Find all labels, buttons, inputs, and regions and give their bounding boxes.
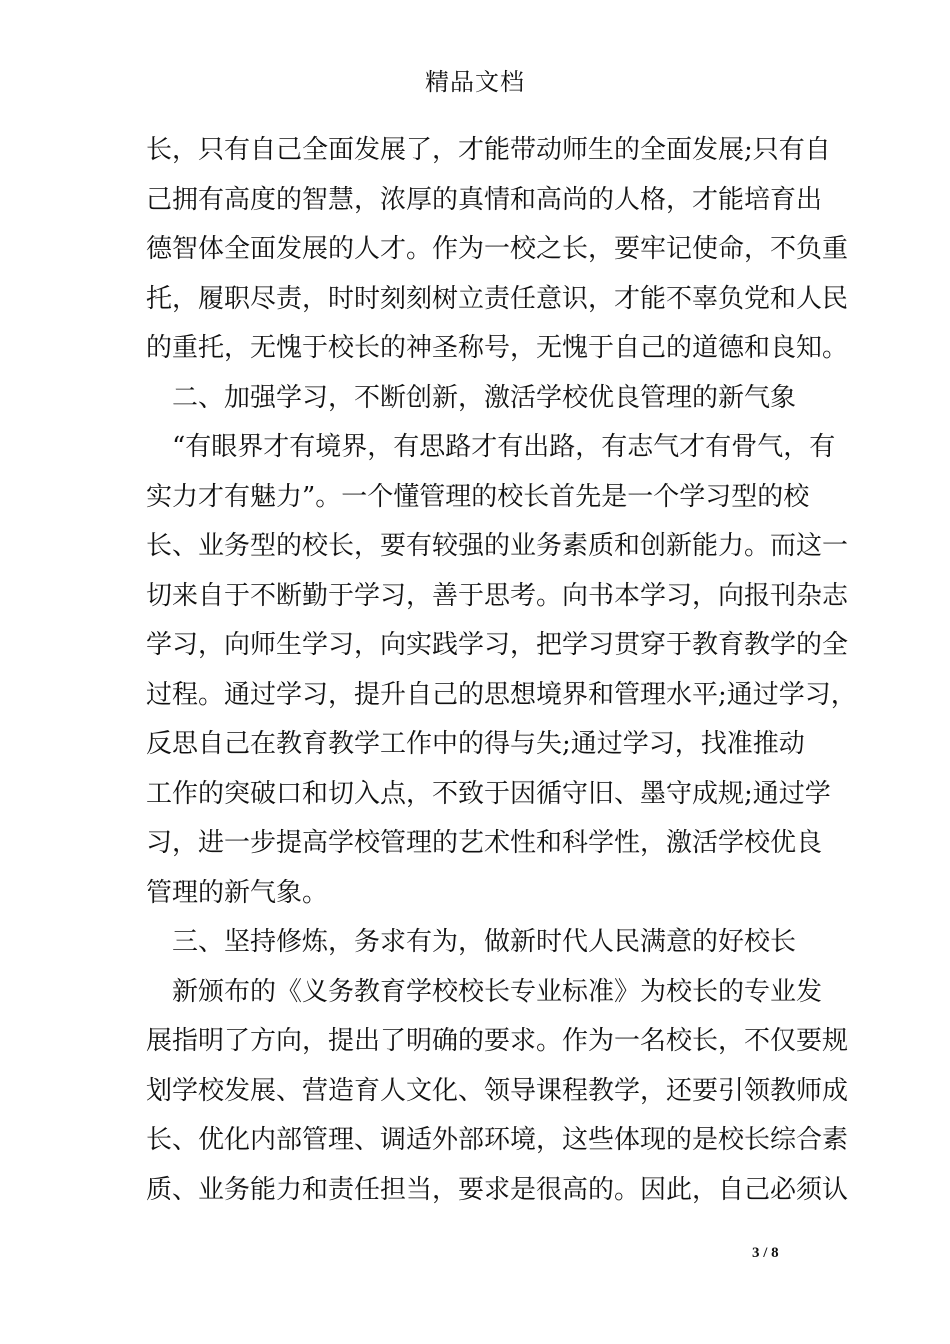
text-line: 习，进一步提高学校管理的艺术性和科学性，激活学校优良 [146,828,823,858]
text-line: 长、优化内部管理、调适外部环境，这些体现的是校长综合素 [146,1125,849,1155]
text-line: 实力才有魅力”。一个懂管理的校长首先是一个学习型的校 [146,481,810,512]
text-line: 切来自于不断勤于学习，善于思考。向书本学习，向报刊杂志 [146,580,849,611]
document-body [146,126,857,1215]
text-line: 工作的突破口和切入点，不致于因循守旧、墨守成规;通过学 [146,778,831,809]
text-line: 托，履职尽责，时时刻刻树立责任意识，才能不辜负党和人民 [146,283,849,314]
text-line: 过程。通过学习，提升自己的思想境界和管理水平;通过学习， [146,679,857,710]
text-line: 展指明了方向，提出了明确的要求。作为一名校长，不仅要规 [146,1026,849,1056]
section-heading-3: 三、坚持修炼，务求有为，做新时代人民满意的好校长 [172,927,797,957]
text-line: 己拥有高度的智慧，浓厚的真情和高尚的人格，才能培育出 [146,184,823,215]
page-header-title: 精品文档 [425,68,525,96]
page-number: 3 / 8 [752,1245,779,1261]
text-line: 新颁布的《义务教育学校校长专业标准》为校长的专业发 [172,976,823,1007]
text-line: 的重托，无愧于校长的神圣称号，无愧于自己的道德和良知。 [146,333,849,363]
text-line: 管理的新气象。 [146,877,329,908]
text-line: 德智体全面发展的人才。作为一校之长，要牢记使命，不负重 [146,234,849,264]
text-line: 反思自己在教育教学工作中的得与失;通过学习，找准推动 [146,729,805,759]
text-line: 学习，向师生学习，向实践学习，把学习贯穿于教育教学的全 [146,630,849,660]
text-line: 长、业务型的校长，要有较强的业务素质和创新能力。而这一 [146,531,849,561]
section-heading-2: 二、加强学习，不断创新，激活学校优良管理的新气象 [172,382,797,413]
text-line: “有眼界才有境界，有思路才有出路，有志气才有骨气，有 [172,432,836,462]
text-line: 质、业务能力和责任担当，要求是很高的。因此，自己必须认 [146,1174,849,1205]
text-line: 划学校发展、营造育人文化、领导课程教学，还要引领教师成 [146,1075,849,1106]
text-line: 长，只有自己全面发展了，才能带动师生的全面发展;只有自 [146,135,831,165]
